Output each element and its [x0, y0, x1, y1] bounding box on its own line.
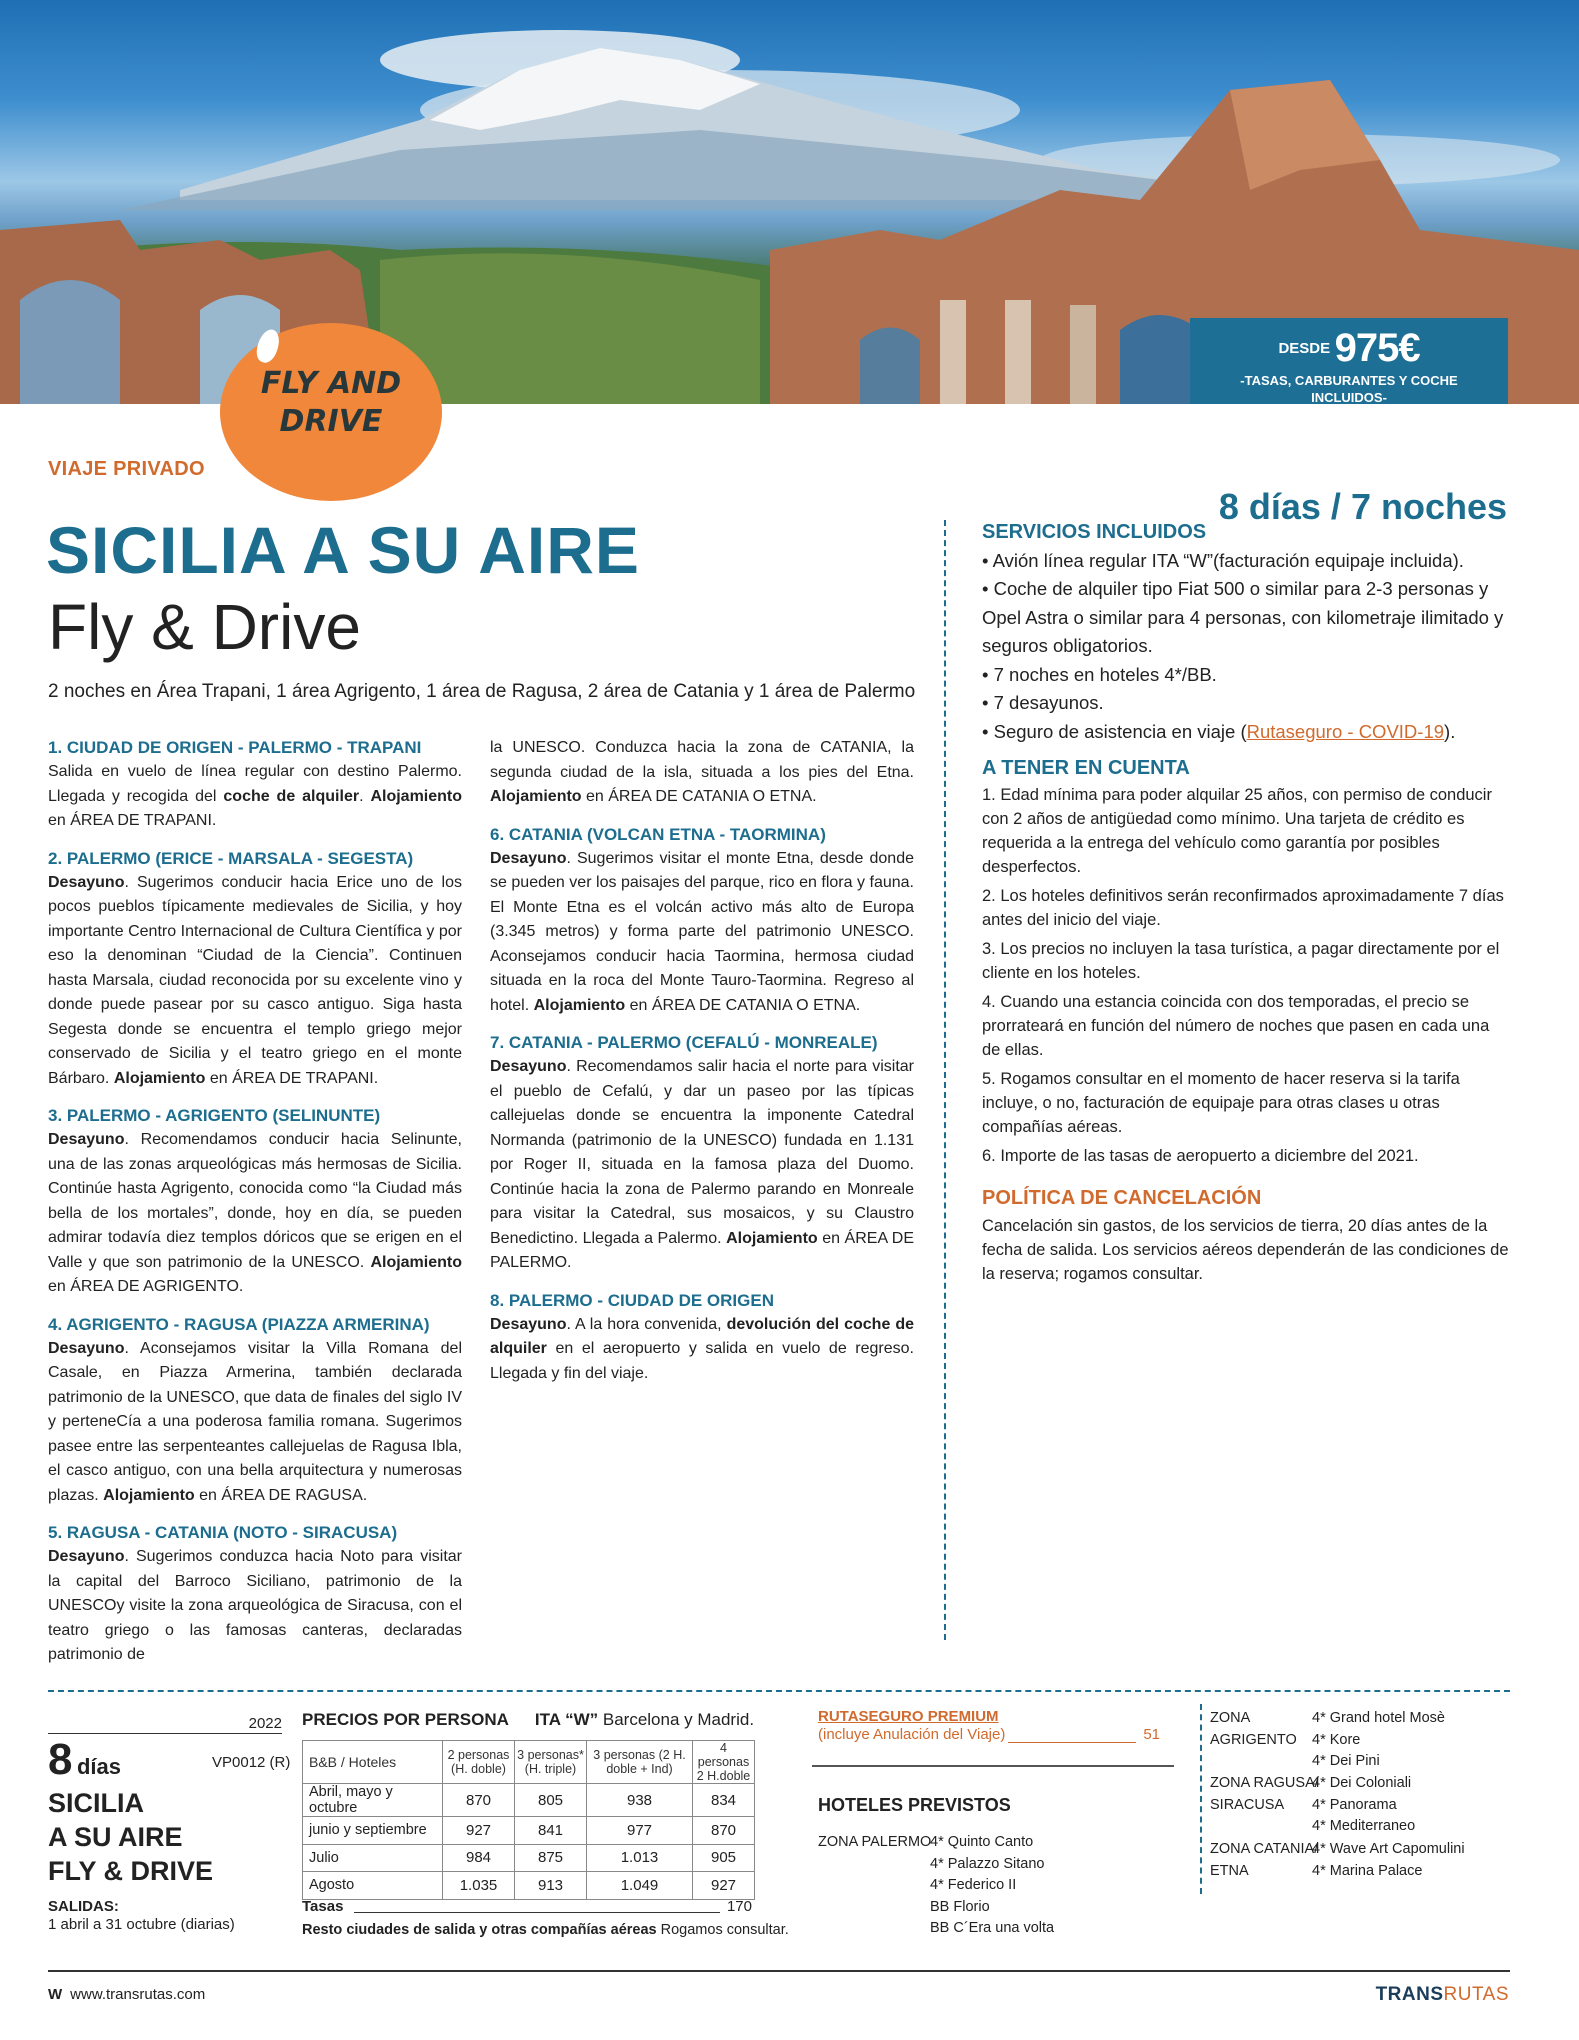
note-item: 1. Edad mínima para poder alquilar 25 años, con permiso de conducir con 2 años de antigüedad como mínimo. Una tarjeta de crédito es requerida a la entrega del vehículo como garantía por posibles desperfectos. [982, 785, 1492, 876]
hotel-item: 4* Federico II [930, 1877, 1017, 1893]
table-cell: 841 [515, 1817, 587, 1845]
table-cell: Julio [303, 1844, 443, 1872]
day-description: la UNESCO. Conduzca hacia la zona de CATANIA, la segunda ciudad de la isla, situada a los pies del Etna. Alojamiento en ÁREA DE CATANIA O ETNA. [490, 739, 914, 805]
web-mark: W [48, 1986, 63, 2003]
days-number: 8 [48, 1735, 73, 1784]
badge-line-2: DRIVE [279, 404, 383, 439]
nights-summary: 2 noches en Área Trapani, 1 área Agrigento, 1 área de Ragusa, 2 área de Catania y 1 área de Palermo [48, 681, 916, 702]
itinerary-day [48, 736, 462, 834]
itinerary-column-2 [490, 736, 914, 1399]
hotel-item: 4* Wave Art Capomulini [1312, 1841, 1465, 1857]
hotel-item: 4* Panorama [1312, 1796, 1397, 1813]
rutaseguro-price: 51 [1143, 1726, 1160, 1743]
price-box [1190, 318, 1508, 404]
year-line [48, 1717, 282, 1734]
bottom-rule [48, 1970, 1510, 1972]
cancellation-text: Cancelación sin gastos, de los servicios de tierra, 20 días antes de la fecha de salida. Los servicios aéreos dependerán de las condiciones de la reserva; rogamos consultar. [982, 1217, 1509, 1283]
footer-divider [48, 1690, 1510, 1692]
days-word: días [76, 1754, 121, 1779]
notes-list [982, 783, 1510, 1168]
table-cell: Abril, mayo y octubre [303, 1784, 443, 1817]
day-title: 8. PALERMO - CIUDAD DE ORIGEN [490, 1290, 774, 1310]
itinerary-day [490, 1289, 914, 1387]
hotels-heading: HOTELES PREVISTOS [818, 1795, 1011, 1815]
itinerary-column-1 [48, 736, 462, 1681]
transrutas-logo: TRANSRUTAS [1375, 1984, 1509, 2005]
taxes-label: Tasas [302, 1898, 344, 1915]
table-cell: 805 [515, 1784, 587, 1817]
column-divider [944, 520, 946, 1640]
day-title: 5. RAGUSA - CATANIA (NOTO - SIRACUSA) [48, 1523, 398, 1542]
table-cell: 1.049 [587, 1872, 693, 1900]
itinerary-day [490, 823, 914, 1019]
itinerary-day [48, 1521, 462, 1668]
itinerary-day [48, 847, 462, 1092]
table-cell: 1.013 [587, 1844, 693, 1872]
hotel-item: 4* Marina Palace [1312, 1862, 1423, 1879]
itinerary-day [490, 1031, 914, 1276]
itinerary-day [490, 736, 914, 810]
rutaseguro-subtitle: (incluye Anulación del Viaje) [818, 1726, 1006, 1743]
hotel-item: 4* Kore [1312, 1731, 1361, 1748]
itinerary-day [48, 1104, 462, 1300]
rutaseguro-divider [812, 1765, 1174, 1767]
table-cell: junio y septiembre [303, 1817, 443, 1845]
trip-name: SICILIA A SU AIRE FLY & DRIVE [48, 1788, 214, 1886]
service-item: • Avión línea regular ITA “W”(facturación equipaje incluida). [982, 547, 1510, 576]
day-description: Desayuno. Sugerimos conducir hacia Erice uno de los pocos pueblos típicamente medievales de Sicilia, y hoy importante Centro Internacional de Cultura Científica y por eso la denominan “Ciudad de la Ciencia”. Continuen hasta Marsala, ciudad reconocida por su excelente vino y donde puede pasear por su casco antiguo. Siga hasta Segesta donde se encuentra el templo griego mejor conservado de Sicilia y el teatro griego en el monte Bárbaro. Alojamiento en ÁREA DE TRAPANI. [48, 873, 462, 1087]
departures-label: SALIDAS: [48, 1898, 119, 1915]
kicker: VIAJE PRIVADO [48, 458, 205, 480]
table-cell: 834 [693, 1784, 755, 1817]
service-item-insurance: • Seguro de asistencia en viaje (Rutaseguro - COVID-19). [982, 718, 1510, 747]
fly-and-drive-badge [220, 323, 442, 501]
table-cell: 977 [587, 1817, 693, 1845]
page-title: SICILIA A SU AIRE [46, 513, 640, 587]
hotels-ragusa: ZONA RAGUSA/ SIRACUSA 4* Dei Coloniali 4* Panorama 4* Mediterraneo [1210, 1773, 1510, 1843]
day-description: Salida en vuelo de línea regular con destino Palermo. Llegada y recogida del coche de alquiler. Alojamiento en ÁREA DE TRAPANI. [48, 763, 463, 829]
day-title: 2. PALERMO (ERICE - MARSALA - SEGESTA) [48, 848, 414, 868]
table-cell: 927 [693, 1872, 755, 1900]
table-header: 4 personas 2 H.doble [693, 1741, 755, 1784]
day-description: Desayuno. Recomendamos salir hacia el norte para visitar el pueblo de Cefalú, y dar un paseo por las típicas callejuelas donde se encuentra la imponente Catedral Normanda (patrimonio de la UNESCO) fundada en 1.131 por Roger II, situada en la famosa plaza del Duomo. Continúe hacia la zona de Palermo parando en Monreale para visitar la Catedral, sus mosaicos, y su Claustro Benedictino. Llegada a Palermo. Alojamiento en ÁREA DE PALERMO. [490, 1058, 915, 1271]
table-cell: 875 [515, 1844, 587, 1872]
services-list [982, 547, 1510, 747]
hotels-catania: ZONA CATANIA/ ETNA 4* Wave Art Capomulini 4* Marina Palace [1210, 1839, 1510, 1889]
prices-heading: PRECIOS POR PERSONA ITA “W” Barcelona y Madrid. [302, 1710, 755, 1729]
rutaseguro-title[interactable]: RUTASEGURO PREMIUM [818, 1708, 999, 1725]
table-cell: 870 [693, 1817, 755, 1845]
price-prefix: DESDE [1278, 340, 1331, 357]
rutaseguro-premium [818, 1708, 1170, 1744]
days-count [48, 1735, 121, 1785]
note-item: 2. Los hoteles definitivos serán reconfirmados aproximadamente 7 días antes del inicio del viaje. [982, 886, 1504, 929]
hotel-item: 4* Dei Coloniali [1312, 1775, 1412, 1791]
price-table [302, 1740, 755, 1900]
year: 2022 [245, 1715, 282, 1732]
hotel-item: BB Florio [930, 1898, 990, 1915]
service-item: • 7 noches en hoteles 4*/BB. [982, 661, 1510, 690]
taxes-row [302, 1898, 752, 1915]
hotel-item: 4* Mediterraneo [1312, 1818, 1416, 1834]
hotel-item: 4* Grand hotel Mosè [1312, 1710, 1445, 1726]
day-description: Desayuno. A la hora convenida, devolución del coche de alquiler en el aeropuerto y salida en vuelo de regreso. Llegada y fin del viaje. [490, 1315, 914, 1382]
notes-heading: A TENER EN CUENTA [982, 757, 1190, 779]
duration: 8 días / 7 noches [1218, 486, 1507, 527]
day-description: Desayuno. Sugerimos conduzca hacia Noto para visitar la capital del Barroco Siciliano, patrimonio de la UNESCOy visite la zona arqueológica de Siracusa, con el teatro griego o las famosas canteras, declaradas patrimonio de [48, 1548, 462, 1663]
zone-ragusa: ZONA RAGUSA/ [1210, 1775, 1319, 1791]
table-cell: 938 [587, 1784, 693, 1817]
other-cities-note: Resto ciudades de salida y otras compañías aéreas Rogamos consultar. [302, 1922, 789, 1938]
hotels-agrigento: ZONA AGRIGENTO 4* Grand hotel Mosè 4* Kore 4* Dei Pini [1210, 1708, 1510, 1778]
table-row [303, 1872, 755, 1900]
note-item: 5. Rogamos consultar en el momento de hacer reserva si la tarifa incluye, o no, facturación de equipaje para otras clases u otras compañías aéreas. [982, 1069, 1460, 1136]
price-note-1: -TASAS, CARBURANTES Y COCHE [1240, 373, 1458, 388]
table-header: B&B / Hoteles [303, 1741, 443, 1784]
price-note-2: INCLUIDOS- [1311, 390, 1387, 404]
website-link[interactable]: www.transrutas.com [70, 1986, 206, 2003]
hotel-item: 4* Palazzo Sitano [930, 1855, 1045, 1872]
services-heading: SERVICIOS INCLUIDOS [982, 521, 1207, 543]
day-title: 6. CATANIA (VOLCAN ETNA - TAORMINA) [490, 824, 826, 844]
departures-text: 1 abril a 31 octubre (diarias) [48, 1916, 235, 1933]
table-cell: 1.035 [443, 1872, 515, 1900]
page-subtitle: Fly & Drive [48, 591, 361, 663]
badge-line-1: FLY AND [260, 366, 402, 401]
table-cell: 905 [693, 1844, 755, 1872]
table-row [303, 1784, 755, 1817]
departures [48, 1898, 235, 1934]
day-title: 1. CIUDAD DE ORIGEN - PALERMO - TRAPANI [48, 738, 422, 757]
itinerary-day [48, 1313, 462, 1509]
hotel-item: 4* Dei Pini [1312, 1753, 1380, 1769]
table-cell: 870 [443, 1784, 515, 1817]
table-cell: 927 [443, 1817, 515, 1845]
cancellation-heading: POLÍTICA DE CANCELACIÓN [982, 1186, 1262, 1209]
zone-catania: ZONA CATANIA/ [1210, 1841, 1319, 1857]
table-header: 3 personas* (H. triple) [515, 1741, 587, 1784]
price-amount: 975€ [1334, 326, 1420, 370]
trip-code: VP0012 (R) [212, 1754, 291, 1771]
day-description: Desayuno. Aconsejamos visitar la Villa Romana del Casale, en Piazza Armerina, también declarada patrimonio de la UNESCO, que data de finales del siglo IV y perteneCía a una poderosa familia romana. Sugerimos pasee entre las serpenteantes callejuelas de Ragusa Ibla, el casco antiguo, con una bella arquitectura y numerosas plazas. Alojamiento en ÁREA DE RAGUSA. [48, 1339, 462, 1504]
table-header: 2 personas (H. doble) [443, 1741, 515, 1784]
day-description: Desayuno. Recomendamos conducir hacia Selinunte, una de las zonas arqueológicas más hermosas de Sicilia. Continúe hasta Agrigento, conocida como “la Ciudad más bella de los mortales”, donde, hoy en día, se pueden admirar todavía diez templos dóricos que se erigen en el Valle y que son patrimonio de la UNESCO. Alojamiento en ÁREA DE AGRIGENTO. [48, 1131, 462, 1295]
hotels-divider [1200, 1704, 1202, 1894]
day-title: 4. AGRIGENTO - RAGUSA (PIAZZA ARMERINA) [48, 1314, 430, 1334]
zone-agrigento: ZONA [1210, 1710, 1251, 1726]
services-column [982, 520, 1510, 1286]
table-cell: Agosto [303, 1872, 443, 1900]
website [48, 1986, 205, 2003]
note-item: 6. Importe de las tasas de aeropuerto a diciembre del 2021. [982, 1146, 1419, 1165]
hotel-item: BB C´Era una volta [930, 1920, 1055, 1936]
table-cell: 913 [515, 1872, 587, 1900]
day-title: 3. PALERMO - AGRIGENTO (SELINUNTE) [48, 1106, 381, 1125]
service-item: • 7 desayunos. [982, 689, 1510, 718]
taxes-value: 170 [726, 1898, 752, 1915]
hero-photo [0, 0, 1579, 404]
day-description: Desayuno. Sugerimos visitar el monte Etna, desde donde se pueden ver los paisajes del parque, rico en flora y fauna. El Monte Etna es el volcán activo más alto de Europa (3.345 metros) y forma parte del patrimonio UNESCO. Aconsejamos conducir hacia Taormina, hermosa ciudad situada en la roca del Monte Tauro-Taormina. Regreso al hotel. Alojamiento en ÁREA DE CATANIA O ETNA. [490, 849, 914, 1014]
service-item: • Coche de alquiler tipo Fiat 500 o similar para 2-3 personas y Opel Astra o similar para 4 personas, con kilometraje ilimitado y seguros obligatorios. [982, 575, 1510, 661]
hotel-item: 4* Quinto Canto [930, 1834, 1034, 1850]
insurance-link[interactable]: Rutaseguro - COVID-19 [1246, 720, 1445, 742]
zone-palermo: ZONA PALERMO [818, 1834, 932, 1850]
day-title: 7. CATANIA - PALERMO (CEFALÚ - MONREALE) [490, 1033, 878, 1052]
table-cell: 984 [443, 1844, 515, 1872]
hotels-palermo [818, 1832, 1118, 1942]
table-row [303, 1817, 755, 1845]
note-item: 3. Los precios no incluyen la tasa turística, a pagar directamente por el cliente en los hoteles. [982, 939, 1500, 982]
table-header: 3 personas (2 H. doble + Ind) [587, 1741, 693, 1784]
note-item: 4. Cuando una estancia coincida con dos temporadas, el precio se prorrateará en función del número de noches que pasen en cada una de ellas. [982, 992, 1490, 1059]
table-row [303, 1844, 755, 1872]
